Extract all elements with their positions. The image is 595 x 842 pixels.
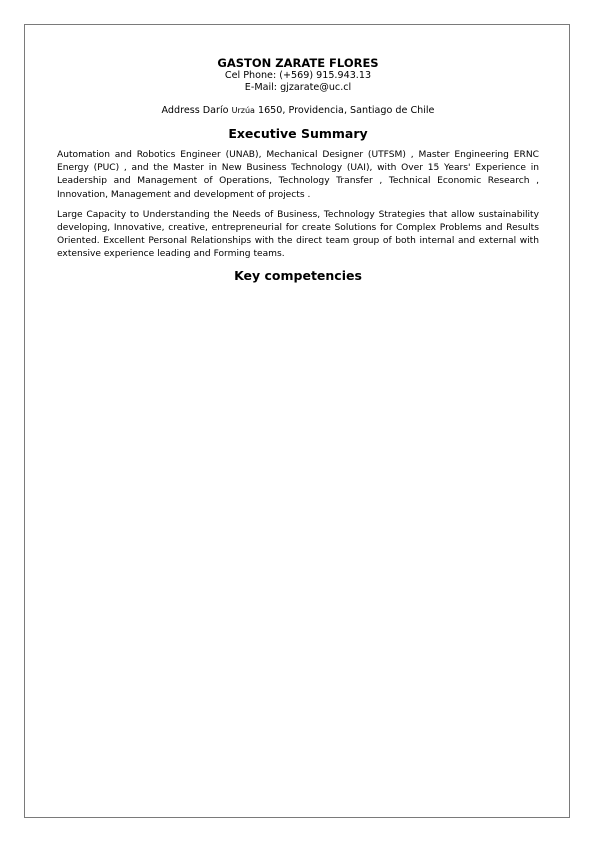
phone-line: Cel Phone: (+569) 915.943.13 [224,70,372,81]
executive-summary-heading: Executive Summary [228,126,368,141]
address-suffix: 1650, Providencia, Santiago de Chile [254,105,435,116]
address-street-name: Urzúa [231,106,255,115]
executive-summary-paragraph-2: Large Capacity to Understanding the Needs of Business, Technology Strategies that allow sustainability developing, Innovative, creative, entrepreneurial for create Solutions for Complex Problems and Results Oriented. Excellent Personal Relationships with the direct team group of both internal and external with extensive experience leading and Forming teams. [57,209,539,260]
candidate-name: GASTON ZARATE FLORES [217,56,379,70]
email-line: E-Mail: gjzarate@uc.cl [244,82,352,93]
address-prefix: Address Darío [161,105,232,116]
resume-content [57,56,539,284]
key-competencies-heading: Key competencies [234,267,362,283]
executive-summary-paragraph-1: Automation and Robotics Engineer (UNAB), Mechanical Designer (UTFSM) , Master Engineering ERNC Energy (PUC) , and the Master in New Business Technology (UAI), with Over 15 Years' Experience in Leadership and Management of Operations, Technology Transfer , Technical Economic Research , Innovation, Management and development of projects . [57,150,539,200]
address-line [57,105,539,117]
